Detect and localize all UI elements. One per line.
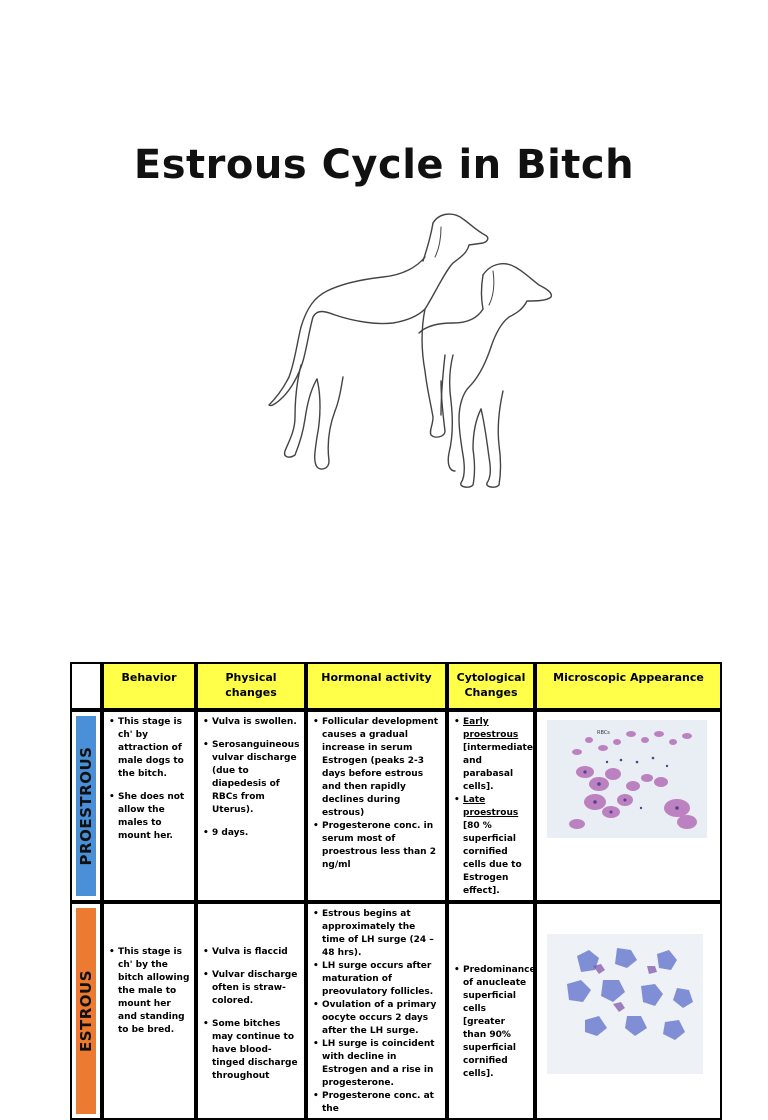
header-behavior: Behavior — [102, 662, 196, 710]
list-item: • Some bitches may continue to have blood-tinged discharge throughout — [202, 1018, 300, 1083]
table-row — [70, 710, 722, 902]
list-item — [453, 716, 533, 794]
estrous-table — [70, 662, 722, 1114]
stage-band-blue — [76, 716, 96, 896]
header-physical-changes: Physical changes — [196, 662, 306, 710]
list-item: • Progesterone conc. in serum most of proestrous less than 2 ng/ml — [312, 820, 441, 872]
cytology-cell — [447, 710, 535, 902]
list-item: • Vulvar discharge often is straw-colored. — [202, 969, 300, 1008]
stage-cell-estrous — [70, 902, 102, 1120]
list-item: • This stage is ch' by the bitch allowing the male to mount her and standing to be bred. — [108, 946, 190, 1037]
stage-band-orange — [76, 908, 96, 1114]
early-proestrous-label: Early proestrous — [463, 717, 519, 740]
page-title: Estrous Cycle in Bitch — [133, 142, 635, 188]
list-item: • LH surge is coincident with decline in Estrogen and a rise in progesterone. — [312, 1038, 441, 1090]
table-row — [70, 902, 722, 1120]
header-hormonal-activity: Hormonal activity — [306, 662, 447, 710]
physical-cell — [196, 710, 306, 902]
list-item: • Ovulation of a primary oocyte occurs 2 days after the LH surge. — [312, 999, 441, 1038]
behavior-cell — [102, 710, 196, 902]
list-item: • Progesterone conc. at the — [312, 1090, 441, 1116]
micrograph-cell — [535, 710, 722, 902]
late-proestrous-text: [80 % superficial cornified cells due to Estrogen effect]. — [463, 821, 522, 896]
list-item: • Serosanguineous vulvar discharge (due to diapedesis of RBCs from Uterus). — [202, 739, 300, 817]
list-item: • She does not allow the males to mount her. — [108, 791, 190, 843]
hormonal-cell — [306, 710, 447, 902]
proestrous-micrograph — [537, 712, 720, 858]
list-item: • Estrous begins at approximately the time of LH surge (24 – 48 hrs). — [312, 908, 441, 960]
table-header-row — [70, 662, 722, 710]
physical-cell — [196, 902, 306, 1120]
header-microscopic-appearance: Microscopic Appearance — [535, 662, 722, 710]
corner-cell — [70, 662, 102, 710]
rbc-label: RBCs — [597, 730, 610, 736]
list-item — [453, 794, 529, 898]
list-item: • Predominance of anucleate superficial cells [greater than 90% superficial cornified cells]. — [453, 964, 529, 1081]
stage-label: ESTROUS — [77, 969, 95, 1053]
cytology-cell — [447, 902, 535, 1120]
late-proestrous-label: Late proestrous — [463, 795, 519, 818]
behavior-cell — [102, 902, 196, 1120]
estrous-micrograph — [537, 904, 720, 1072]
list-item: • Vulva is swollen. — [202, 716, 300, 729]
header-cytological-changes: Cytological Changes — [447, 662, 535, 710]
stage-cell-proestrous — [70, 710, 102, 902]
hormonal-cell — [306, 902, 447, 1120]
list-item: • This stage is ch' by attraction of male dogs to the bitch. — [108, 716, 190, 781]
list-item: • LH surge occurs after maturation of preovulatory follicles. — [312, 960, 441, 999]
early-proestrous-text: [intermediate and parabasal cells]. — [463, 743, 533, 792]
stage-label: PROESTROUS — [77, 746, 95, 866]
list-item: • 9 days. — [202, 827, 300, 840]
list-item: • Vulva is flaccid — [202, 946, 300, 959]
dogs-illustration — [255, 205, 565, 495]
list-item: • Follicular development causes a gradual increase in serum Estrogen (peaks 2-3 days before estrous and then rapidly declines during estrous) — [312, 716, 441, 820]
micrograph-cell — [535, 902, 722, 1120]
